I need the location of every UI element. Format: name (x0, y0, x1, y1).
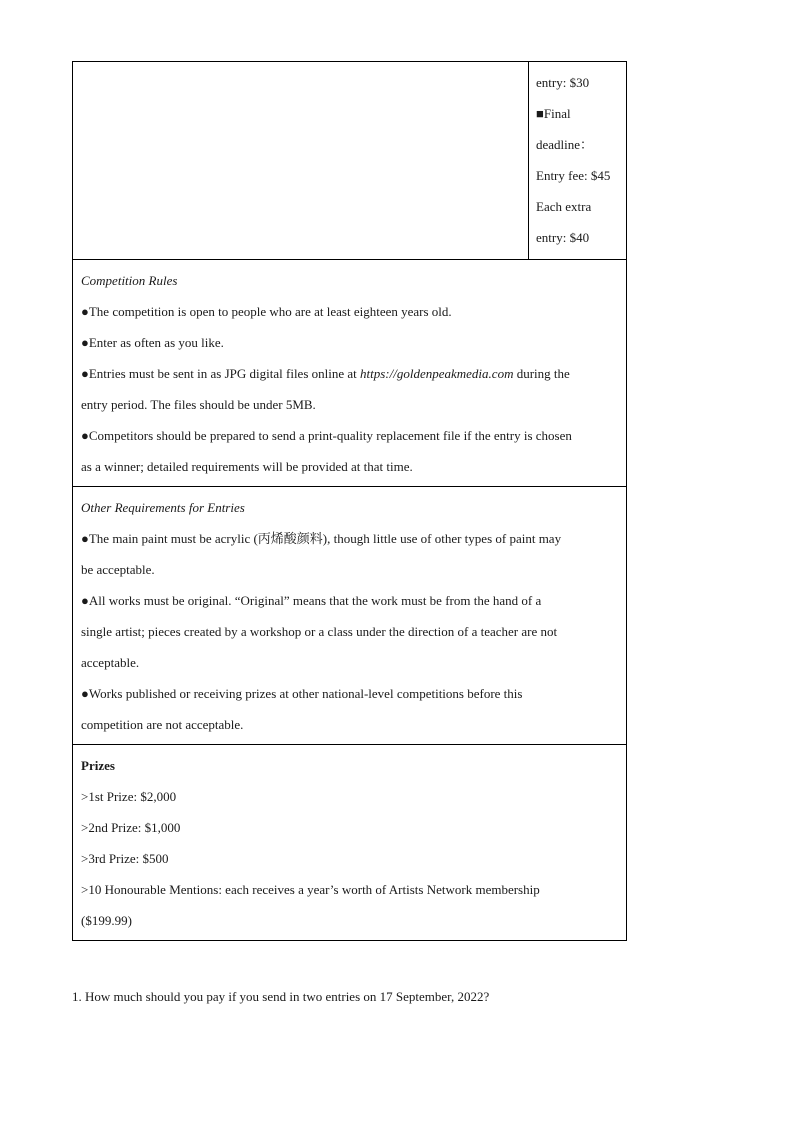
square-bullet-icon: ■ (536, 106, 544, 121)
requirement-item-continuation: single artist; pieces created by a workshop or a class under the direction of a teacher are not (81, 624, 558, 639)
extra-entry-line: Each extra (536, 199, 592, 214)
rule-item-continuation: as a winner; detailed requirements will be provided at that time. (81, 459, 413, 474)
competition-table (72, 61, 627, 941)
rule-item: ●Competitors should be prepared to send a print-quality replacement file if the entry is chosen (81, 428, 572, 443)
prize-item: >1st Prize: $2,000 (81, 789, 177, 804)
rule-text: ●Entries must be sent in as JPG digital files online at (81, 366, 361, 381)
prize-item: >10 Honourable Mentions: each receives a year’s worth of Artists Network membership (81, 882, 540, 897)
requirement-item: ●Works published or receiving prizes at other national-level competitions before this (81, 686, 523, 701)
other-requirements-section (73, 487, 626, 745)
final-label: Final (543, 106, 571, 121)
prizes-heading: Prizes (81, 758, 115, 773)
other-requirements-heading: Other Requirements for Entries (81, 500, 245, 515)
competition-rules-section (73, 260, 626, 487)
rule-item-continuation: entry period. The files should be under 5MB. (81, 397, 316, 412)
deadline-label: deadline： (536, 137, 594, 152)
prizes-section (73, 745, 626, 940)
empty-cell (73, 62, 529, 259)
entry-fee-line: Entry fee: $45 (536, 168, 611, 183)
fee-cell (529, 62, 626, 259)
requirement-item: ●The main paint must be acrylic (丙烯酸颜料), though little use of other types of paint may (81, 531, 562, 546)
competition-rules-heading: Competition Rules (81, 273, 178, 288)
extra-entry-fee-line: entry: $40 (536, 230, 590, 245)
prize-item: >2nd Prize: $1,000 (81, 820, 181, 835)
rule-item (81, 358, 618, 389)
requirement-item-continuation: acceptable. (81, 655, 140, 670)
requirement-item-continuation: competition are not acceptable. (81, 717, 244, 732)
requirement-item-continuation: be acceptable. (81, 562, 155, 577)
website-link[interactable]: https://goldenpeakmedia.com (360, 366, 514, 381)
prize-item-continuation: ($199.99) (81, 913, 132, 928)
rule-item: ●The competition is open to people who are at least eighteen years old. (81, 304, 452, 319)
fee-line: entry: $30 (536, 75, 590, 90)
final-deadline-line (536, 98, 620, 129)
prize-item: >3rd Prize: $500 (81, 851, 169, 866)
question-1: 1. How much should you pay if you send in two entries on 17 September, 2022? (72, 989, 490, 1004)
rule-text: during the (513, 366, 570, 381)
rule-item: ●Enter as often as you like. (81, 335, 224, 350)
fee-row (73, 62, 626, 260)
requirement-item: ●All works must be original. “Original” means that the work must be from the hand of a (81, 593, 542, 608)
